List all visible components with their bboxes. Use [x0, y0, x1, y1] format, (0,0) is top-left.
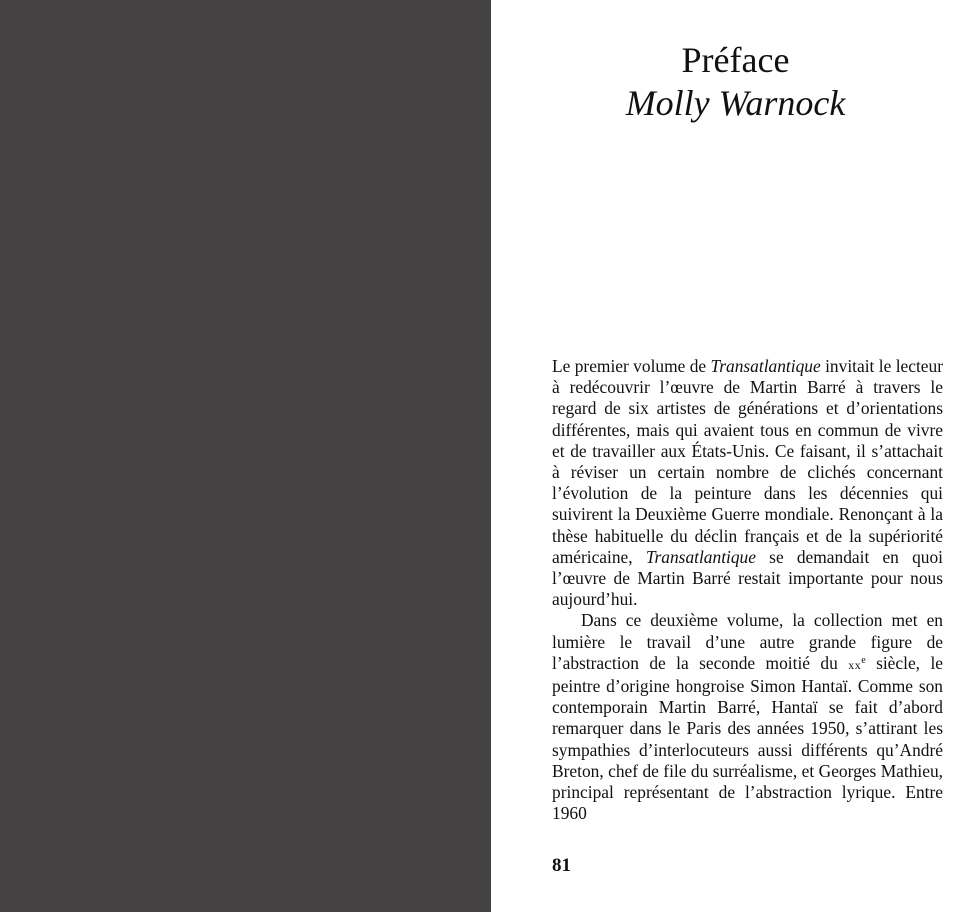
- superscript: e: [861, 654, 866, 666]
- text-segment: Dans ce deuxième volume, la collection met en lumière le travail d’une autre grande figure de l’abstraction de la seconde moitié du: [552, 610, 943, 673]
- text-segment: invitait le lecteur à redécouvrir l’œuvre de Martin Barré à travers le regard de six artistes de générations et d’orientations différentes, mais qui avaient tous en commun de vivre et de travailler aux États-Unis. Ce faisant, il s’attachait à réviser un certain nombre de clichés concernant l’évolution de la peinture dans les décennies qui suivirent la Deuxième Guerre mondiale. Renonçant à la thèse habituelle du déclin français et de la supériorité américaine,: [552, 356, 944, 567]
- body-text: [552, 356, 943, 824]
- paragraph: [552, 356, 943, 610]
- paragraph: [552, 610, 943, 824]
- italic-title: Transatlantique: [710, 356, 821, 376]
- chapter-title: Préface: [681, 40, 790, 80]
- chapter-heading: [491, 38, 980, 124]
- text-segment: Le premier volume de: [552, 356, 711, 376]
- text-segment: se demandait en quoi l’œuvre de Martin Barré restait importante pour nous aujourd’hui.: [552, 546, 943, 610]
- page-number: 81: [552, 855, 571, 876]
- century-small-caps: xx: [848, 657, 862, 672]
- italic-title: Transatlantique: [645, 546, 756, 567]
- chapter-author: Molly Warnock: [625, 83, 846, 123]
- text-segment: siècle, le peintre d’origine hongroise Simon Hantaï. Comme son contemporain Martin Barré, Hantaï se fait d’abord remarquer dans le Paris des années 1950, s’attirant les sympathies d’interlocuteurs aussi différents qu’André Breton, chef de file du surréalisme, et Georges Mathieu, principal représentant de l’abstraction lyrique. Entre 1960: [552, 652, 943, 824]
